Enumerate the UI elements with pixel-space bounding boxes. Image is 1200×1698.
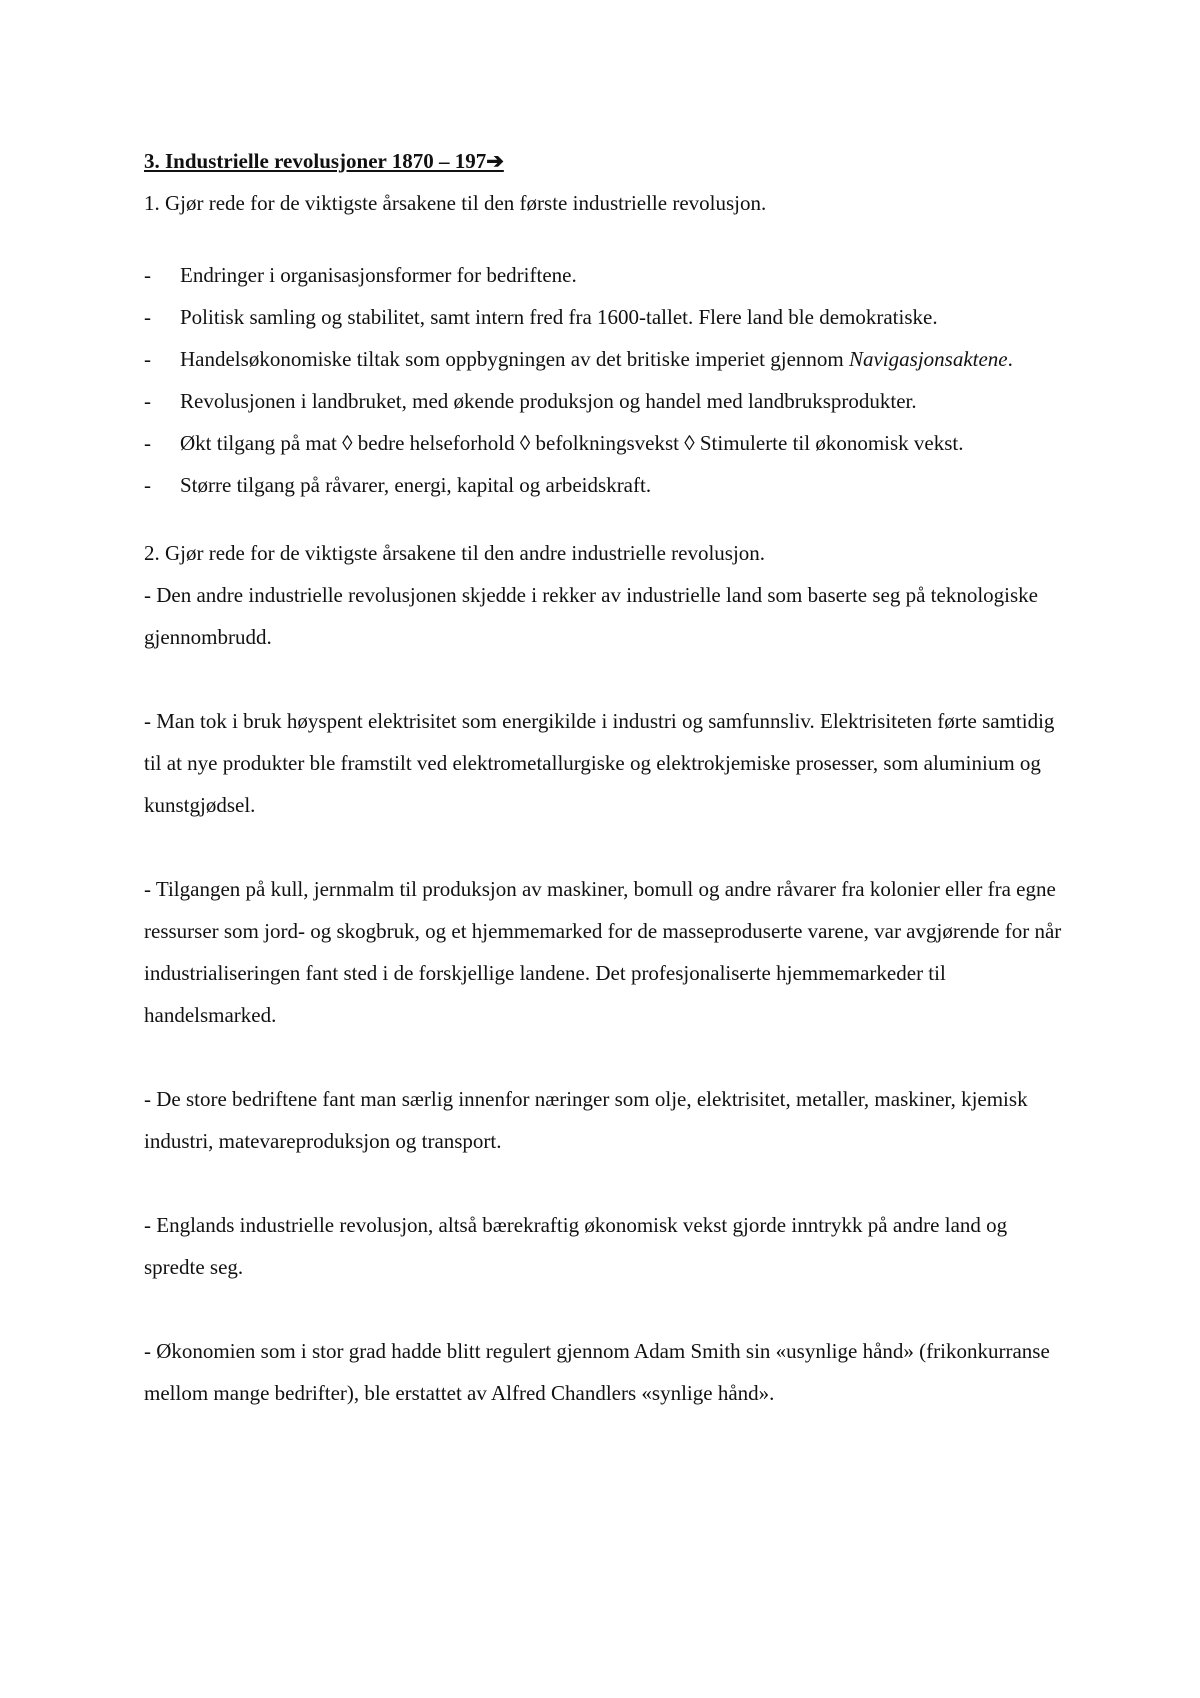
spacer: [144, 1162, 1064, 1204]
question-2: 2. Gjør rede for de viktigste årsakene til den andre industrielle revolusjon.: [144, 541, 766, 565]
spacer: [144, 658, 1064, 700]
dash-marker: -: [144, 473, 151, 497]
question-1: 1. Gjør rede for de viktigste årsakene til den første industrielle revolusjon.: [144, 191, 767, 215]
list-item-text: .: [1007, 347, 1013, 371]
spacer: [144, 826, 1064, 868]
list-item-text: Revolusjonen i landbruket, med økende produksjon og handel med landbruksprodukter.: [180, 389, 917, 413]
paragraph: - Man tok i bruk høyspent elektrisitet som energikilde i industri og samfunnsliv. Elektrisiteten førte samtidig til at nye produkter ble framstilt ved elektrometallurgiske og elektrokjemiske prosesser, som aluminium og kunstgjødsel.: [144, 709, 1055, 817]
paragraph: - De store bedriftene fant man særlig innenfor næringer som olje, elektrisitet, metaller, maskiner, kjemisk industri, matevareproduksjon og transport.: [144, 1087, 1028, 1153]
dash-marker: -: [144, 263, 151, 287]
list-item: [144, 464, 1064, 506]
document-body: [144, 140, 1064, 1414]
list-item-text: Økt tilgang på mat ◊ bedre helseforhold ◊ befolkningsvekst ◊ Stimulerte til økonomisk vekst.: [180, 431, 964, 455]
paragraph: - Englands industrielle revolusjon, altså bærekraftig økonomisk vekst gjorde inntrykk på andre land og spredte seg.: [144, 1213, 1008, 1279]
spacer: [144, 1288, 1064, 1330]
list-item: [144, 296, 1064, 338]
paragraph: - Tilgangen på kull, jernmalm til produksjon av maskiner, bomull og andre råvarer fra kolonier eller fra egne ressurser som jord- og skogbruk, og et hjemmemarked for de masseproduserte varene, var avgjørende for når industrialiseringen fant sted i de forskjellige landene. Det profesjonaliserte hjemmemarkeder til handelsmarked.: [144, 877, 1062, 1027]
list-item-text: Endringer i organisasjonsformer for bedriftene.: [180, 263, 577, 287]
section-heading: 3. Industrielle revolusjoner 1870 – 197➔: [144, 149, 504, 173]
list-item: [144, 422, 1064, 464]
list-item: [144, 338, 1064, 380]
dash-marker: -: [144, 389, 151, 413]
list-item-text: Handelsøkonomiske tiltak som oppbygningen av det britiske imperiet gjennom: [180, 347, 849, 371]
paragraph: - Økonomien som i stor grad hadde blitt regulert gjennom Adam Smith sin «usynlige hånd» (frikonkurranse mellom mange bedrifter), ble erstattet av Alfred Chandlers «synlige hånd».: [144, 1339, 1050, 1405]
list-item: [144, 380, 1064, 422]
list-item: [144, 254, 1064, 296]
list-item-text: Politisk samling og stabilitet, samt intern fred fra 1600-tallet. Flere land ble demokratiske.: [180, 305, 938, 329]
list-item-italic-text: Navigasjonsaktene: [848, 347, 1008, 371]
spacer: [144, 224, 1064, 254]
spacer: [144, 506, 1064, 532]
dash-marker: -: [144, 347, 151, 371]
q1-bullet-list: [144, 254, 1064, 506]
spacer: [144, 1036, 1064, 1078]
list-item-text: Større tilgang på råvarer, energi, kapital og arbeidskraft.: [180, 473, 652, 497]
paragraph: - Den andre industrielle revolusjonen skjedde i rekker av industrielle land som baserte seg på teknologiske gjennombrudd.: [144, 583, 1038, 649]
dash-marker: -: [144, 431, 151, 455]
dash-marker: -: [144, 305, 151, 329]
